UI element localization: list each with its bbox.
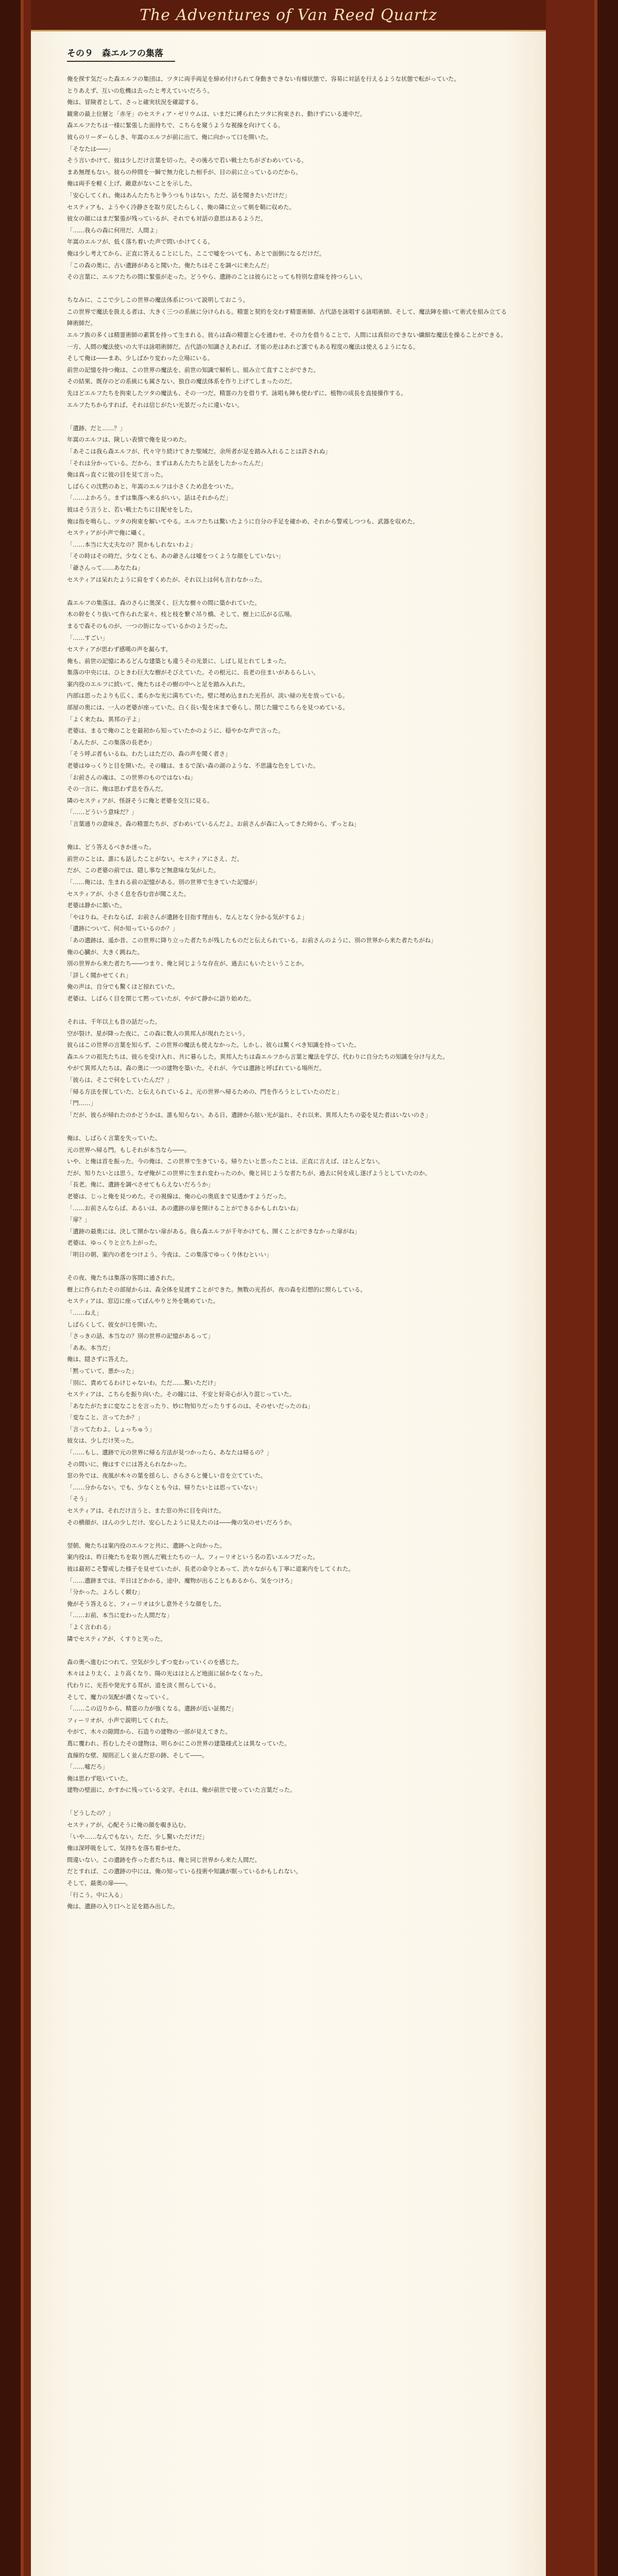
story-paragraph: 彼は最初こそ警戒した様子を見せていたが、長老の命令とあって、渋々ながらも丁寧に道案内をしてくれた。: [67, 1565, 354, 1572]
story-body: [67, 73, 510, 1912]
story-paragraph: 部屋の奥には、一人の老婆が座っていた。白く長い髪を床まで垂らし、閉じた瞳でこちらを見つめている。: [67, 704, 349, 711]
blank-line: [67, 411, 510, 422]
story-paragraph: その横顔が、ほんの少しだけ、安心したように見えたのは――俺の気のせいだろうか。: [67, 1518, 296, 1526]
story-paragraph: 「この森の奥に、古い遺跡があると聞いた。俺たちはそこを調べに来たんだ」: [67, 261, 272, 269]
story-paragraph: 「よく来たね、異邦の子よ」: [67, 715, 144, 723]
story-paragraph: 「あの遺跡は、遥か昔、この世界に降り立った者たちが残したものだと伝えられている。お前さんのように、別の世界から来た者たちがね」: [67, 936, 437, 944]
story-paragraph: 「だが、彼らが帰れたのかどうかは、誰も知らない。ある日、遺跡から眩い光が溢れ、それ以来、異邦人たちの姿を見た者はいないのさ」: [67, 1111, 431, 1118]
story-paragraph: セスティアは呆れたように肩をすくめたが、それ以上は何も言わなかった。: [67, 575, 266, 583]
story-paragraph: 「言ってたわよ。しょっちゅう」: [67, 1425, 155, 1433]
chapter-title: その９ 森エルフの集落: [67, 48, 163, 59]
story-paragraph: だが、この老婆の前では、隠し事など無意味な気がした。: [67, 867, 220, 874]
story-paragraph: 森エルフたちは一様に緊張した面持ちで、こちらを窺うような視線を向けてくる。: [67, 122, 284, 129]
story-title: The Adventures of Van Reed Quartz: [139, 6, 438, 24]
story-paragraph: 俺は、しばらく言葉を失っていた。: [67, 1134, 161, 1142]
story-paragraph: 「そう」: [67, 1495, 91, 1503]
story-paragraph: 「やはりね。それならば、お前さんが遺跡を目指す理由も、なんとなく分かる気がするよ」: [67, 913, 308, 921]
story-paragraph: エルフたちからすれば、それは信じがたい光景だったに違いない。: [67, 401, 243, 409]
story-paragraph: 直線的な壁、規則正しく並んだ窓の跡、そして――。: [67, 1751, 208, 1759]
story-paragraph: そして、魔力の気配が濃くなっていく。: [67, 1693, 173, 1701]
story-paragraph: 年嵩のエルフが、低く落ち着いた声で問いかけてくる。: [67, 238, 214, 246]
story-paragraph: 「どうしたの？」: [67, 1809, 114, 1817]
blank-line: [67, 1645, 510, 1656]
story-paragraph: 俺は指を鳴らし、ツタの拘束を解いてやる。エルフたちは驚いたように自分の手足を確かめ、それから警戒しつつも、武器を収めた。: [67, 517, 419, 525]
story-paragraph: 「……嘘だろ」: [67, 1763, 108, 1771]
story-paragraph: この世界で魔法を扱える者は、大きく三つの系統に分けられる。精霊と契約を交わす精霊術師、古代語を詠唱する詠唱術師、そして、魔法陣を描いて術式を組み立てる陣術師だ。: [67, 308, 507, 327]
story-paragraph: 「……俺には、生まれる前の記憶がある。別の世界で生きていた記憶が」: [67, 878, 261, 886]
story-paragraph: 彼女の顔にはまだ緊張が残っているが、それでも対話の意思はあるようだ。: [67, 215, 267, 223]
story-paragraph: 「あんたが、この集落の長老か」: [67, 738, 155, 746]
chapter-underline: [67, 61, 175, 62]
story-paragraph: 案内役のエルフに続いて、俺たちはその樹の中へと足を踏み入れた。: [67, 680, 249, 688]
story-paragraph: そして俺は――まあ、少しばかり変わった立場にいる。: [67, 354, 214, 362]
story-paragraph: 「……よかろう。まずは集落へ来るがいい。話はそれからだ」: [67, 494, 231, 502]
story-paragraph: 彼らのリーダーらしき、年嵩のエルフが前に出て、俺に向かって口を開いた。: [67, 133, 272, 141]
story-paragraph: 「あなたがたまに変なことを言ったり、妙に物知りだったりするのは、そのせいだったのね」: [67, 1402, 314, 1410]
story-paragraph: 老婆はゆっくりと目を開いた。その瞳は、まるで深い森の湖のような、不思議な色をしていた。: [67, 762, 319, 770]
story-paragraph: 前世のことは、誰にも話したことがない。セスティアにさえ、だ。: [67, 855, 243, 862]
story-paragraph: セスティアも、ようやく冷静さを取り戻したらしく、俺の隣に立って剣を鞘に収めた。: [67, 203, 295, 211]
story-paragraph: 内部は思ったよりも広く、柔らかな光に満ちていた。壁に埋め込まれた光苔が、淡い緑の光を放っている。: [67, 692, 349, 700]
story-paragraph: やがて異邦人たちは、森の奥に一つの建物を築いた。それが、今では遺跡と呼ばれている場所だ。: [67, 1064, 325, 1072]
story-paragraph: 俺は、冒険者として、さっと確実状況を確認する。: [67, 98, 202, 106]
story-paragraph: 「分かった。よろしく頼む」: [67, 1588, 144, 1596]
story-paragraph: その結果、既存のどの系統にも属さない、独自の魔法体系を作り上げてしまったのだ。: [67, 378, 296, 385]
story-paragraph: 「それは分かっている。だから、まずはあんたたちと話をしたかったんだ」: [67, 459, 267, 467]
story-paragraph: 「……どういう意味だ？」: [67, 808, 138, 816]
story-paragraph: 「言葉通りの意味さ。森の精霊たちが、ざわめいているんだよ。お前さんが森に入ってきた時から、ずっとね」: [67, 820, 360, 827]
story-paragraph: 「遺跡について、何か知っているのか？」: [67, 925, 178, 933]
story-paragraph: 「さっきの話、本当なの？別の世界の記憶があるって」: [67, 1332, 214, 1340]
story-paragraph: 「……もし、遺跡で元の世界に帰る方法が見つかったら、あなたは帰るの？」: [67, 1449, 272, 1456]
story-paragraph: そう言いかけて、彼は少しだけ言葉を切った。その後ろで若い戦士たちがざわめいている。: [67, 157, 307, 164]
story-paragraph: 蔦に覆われ、苔むしたその建物は、明らかにこの世界の建築様式とは異なっていた。: [67, 1739, 290, 1747]
story-paragraph: 「爺さんって……あなたね」: [67, 564, 144, 571]
story-paragraph: その一言に、俺は思わず息を呑んだ。: [67, 785, 167, 793]
story-paragraph: 俺は、遺跡の入り口へと足を踏み出した。: [67, 1903, 179, 1910]
story-paragraph: 「その時はその時だ。少なくとも、あの爺さんは嘘をつくような顔をしていない」: [67, 552, 284, 560]
blank-line: [67, 585, 510, 597]
blank-line: [67, 1005, 510, 1016]
story-paragraph: 「黙っていて、悪かった」: [67, 1367, 138, 1375]
story-paragraph: 「帰る方法を探していた、と伝えられているよ。元の世界へ帰るための、門を作ろうとしていたのだと」: [67, 1088, 342, 1095]
story-paragraph: 先ほどエルフたちを拘束したツタの魔法も、その一つだ。精霊の力を借りず、詠唱も陣も使わずに、植物の成長を直接操作する。: [67, 389, 407, 397]
story-paragraph: とりあえず、互いの危機は去ったと考えていいだろう。: [67, 87, 213, 94]
story-paragraph: 俺も、前世の記憶にあるどんな建築とも違うその光景に、しばし見とれてしまった。: [67, 657, 290, 665]
story-paragraph: 「ああ。本当だ」: [67, 1344, 114, 1351]
story-paragraph: 年嵩のエルフは、険しい表情で俺を見つめた。: [67, 436, 191, 444]
story-paragraph: 「……ねえ」: [67, 1309, 102, 1316]
story-paragraph: 「安心してくれ。俺はあんたたちと争うつもりはない。ただ、話を聞きたいだけだ」: [67, 191, 290, 199]
story-paragraph: その問いに、俺はすぐには答えられなかった。: [67, 1460, 191, 1468]
story-paragraph: 俺は、隠さずに答えた。: [67, 1355, 132, 1363]
story-paragraph: 「……お前、本当に変わった人間だな」: [67, 1612, 173, 1619]
book-page: [31, 0, 546, 2576]
story-paragraph: その言葉に、エルフたちの間に緊張が走った。どうやら、遺跡のことは彼らにとっても特別な意味を持つらしい。: [67, 273, 366, 281]
story-paragraph: 「そなたは――」: [67, 145, 114, 152]
blank-line: [67, 283, 510, 295]
story-paragraph: 俺は深呼吸をして、気持ちを落ち着かせた。: [67, 1844, 184, 1852]
story-paragraph: セスティアが、心配そうに俺の顔を覗き込む。: [67, 1821, 190, 1829]
story-paragraph: セスティアが、小さく息を呑む音が聞こえた。: [67, 890, 190, 897]
story-paragraph: 俺の心臓が、大きく跳ねた。: [67, 948, 144, 956]
story-paragraph: 老婆は、じっと俺を見つめた。その視線は、俺の心の奥底まで見透かすようだった。: [67, 1193, 290, 1200]
story-paragraph: 翌朝、俺たちは案内役のエルフと共に、遺跡へと向かった。: [67, 1541, 226, 1549]
story-paragraph: 窓の外では、夜風が木々の葉を揺らし、さらさらと優しい音を立てていた。: [67, 1472, 267, 1480]
story-paragraph: 「……本当に大丈夫なの？罠かもしれないわよ」: [67, 540, 196, 548]
story-paragraph: 森エルフの祖先たちは、彼らを受け入れ、共に暮らした。異邦人たちは森エルフから言葉と魔法を学び、代わりに自分たちの知識を分け与えた。: [67, 1053, 449, 1060]
story-paragraph: 代わりに、光苔や発光する茸が、道を淡く照らしている。: [67, 1681, 220, 1689]
story-paragraph: 俺は真っ直ぐに彼の目を見て言った。: [67, 471, 167, 479]
header-banner: [31, 0, 546, 31]
story-paragraph: 俺がそう答えると、フィーリオは少し意外そうな顔をした。: [67, 1600, 225, 1607]
story-paragraph: 別の世界から来た者たち――つまり、俺と同じような存在が、過去にもいたということか。: [67, 960, 308, 968]
story-paragraph: 「明日の朝、案内の者をつけよう。今夜は、この集落でゆっくり休むといい」: [67, 1250, 272, 1258]
story-paragraph: 彼女は、少しだけ笑った。: [67, 1437, 138, 1445]
story-paragraph: 「……すごい」: [67, 634, 108, 641]
story-paragraph: その夜、俺たちは集落の客間に通された。: [67, 1274, 179, 1282]
story-paragraph: 森エルフの集落は、森のさらに奥深く、巨大な樹々の間に築かれていた。: [67, 599, 261, 606]
story-paragraph: 俺を探す気だった森エルフの集団は、ツタに両手両足を締め付けられて身動きできない有様状態で、容易に対話を行えるような状態で転がっていた。: [67, 75, 460, 82]
story-paragraph: 俺は思わず呟いていた。: [67, 1774, 132, 1782]
story-paragraph: 「扉？」: [67, 1216, 91, 1224]
story-paragraph: 「……我らの森に何用だ、人間よ」: [67, 226, 161, 234]
story-paragraph: やがて、木々の隙間から、石造りの建物の一部が見えてきた。: [67, 1728, 231, 1736]
story-paragraph: 「長老。俺に、遺跡を調べさせてもらえないだろうか」: [67, 1181, 214, 1189]
story-paragraph: 樹上に作られたその部屋からは、森全体を見渡すことができた。無数の光苔が、夜の森を幻想的に照らしている。: [67, 1285, 366, 1293]
story-paragraph: まるで森そのものが、一つの街になっているかのようだった。: [67, 622, 231, 630]
story-paragraph: 建物の壁面に、かすかに残っている文字。それは、俺が前世で使っていた言葉だった。: [67, 1786, 296, 1794]
story-paragraph: 間違いない。この遺跡を作った者たちは、俺と同じ世界から来た人間だ。: [67, 1856, 261, 1863]
story-paragraph: 集落の中央には、ひときわ巨大な樹がそびえていた。その根元に、長老の住まいがあるらしい。: [67, 669, 319, 676]
story-paragraph: 「遺跡、だと……？」: [67, 424, 126, 432]
story-paragraph: 老婆は、まるで俺のことを最初から知っていたかのように、穏やかな声で言った。: [67, 727, 284, 735]
story-paragraph: 老婆は、しばらく目を閉じて黙っていたが、やがて静かに語り始めた。: [67, 994, 255, 1002]
story-paragraph: だとすれば、この遺跡の中には、俺の知っている技術や知識が眠っているかもしれない。: [67, 1868, 302, 1875]
blank-line: [67, 1121, 510, 1132]
story-paragraph: 俺は、どう答えるべきか迷った。: [67, 843, 155, 851]
blank-line: [67, 1528, 510, 1540]
story-paragraph: 「……お前さんならば、あるいは、あの遺跡の扉を開けることができるかもしれないね」: [67, 1204, 302, 1212]
story-paragraph: それは、千年以上も昔の話だった。: [67, 1018, 161, 1026]
story-paragraph: 「お前さんの魂は、この世界のものではないね」: [67, 773, 196, 781]
story-paragraph: セスティアが思わず感嘆の声を漏らす。: [67, 646, 171, 653]
story-paragraph: 観衆の最上位層と「赤牙」のセスティア・ゼリウムは、いまだに縛られたツタに拘束され、動けずにいる連中だ。: [67, 110, 366, 117]
story-paragraph: セスティアは、こちらを振り向いた。その瞳には、不安と好奇心が入り混じっていた。: [67, 1391, 296, 1398]
story-paragraph: セスティアが小声で俺に囁く。: [67, 529, 149, 537]
story-paragraph: 「別に、責めてるわけじゃないわ。ただ……驚いただけ」: [67, 1379, 219, 1386]
blank-line: [67, 1796, 510, 1808]
story-paragraph: 「彼らは、そこで何をしていたんだ？」: [67, 1076, 173, 1084]
story-paragraph: 「詳しく聞かせてくれ」: [67, 971, 132, 979]
story-paragraph: 「変なこと、言ってたか？」: [67, 1414, 144, 1421]
story-paragraph: 「門……」: [67, 1099, 96, 1107]
story-paragraph: 前世の記憶を持つ俺は、この世界の魔法を、前世の知識で解析し、組み立て直すことができた。: [67, 366, 319, 374]
blank-line: [67, 830, 510, 842]
story-paragraph: 「……この辺りから、精霊の力が強くなる。遺跡が近い証拠だ」: [67, 1705, 237, 1713]
story-paragraph: 俺は少し考えてから、正直に答えることにした。ここで嘘をついても、あとで面倒になるだけだ。: [67, 249, 325, 257]
blank-line: [67, 1261, 510, 1273]
story-paragraph: ちなみに、ここで少しこの世界の魔法体系について説明しておこう。: [67, 296, 249, 304]
story-paragraph: 一方、人間の魔法使いの大半は詠唱術師だ。古代語の知識さえあれば、才能の差はあれど誰でもある程度の魔法は使えるようになる。: [67, 343, 419, 350]
story-paragraph: エルフ族の多くは精霊術師の素質を持って生まれる。彼らは森の精霊と心を通わせ、その力を借りることで、人間には真似のできない繊細な魔法を操ることができる。: [67, 331, 507, 339]
story-paragraph: 森の奥へ進むにつれて、空気が少しずつ変わっていくのを感じた。: [67, 1658, 243, 1666]
story-paragraph: 老婆は静かに頷いた。: [67, 902, 126, 909]
story-paragraph: 隣でセスティアが、くすりと笑った。: [67, 1635, 166, 1642]
story-paragraph: しばらくの沈黙のあと、年嵩のエルフは小さくため息をついた。: [67, 482, 237, 490]
story-paragraph: 「……遺跡までは、半日ほどかかる。途中、魔物が出ることもあるから、気をつけろ」: [67, 1577, 296, 1584]
story-paragraph: 空が裂け、星が降った夜に、この森に数人の異邦人が現れたという。: [67, 1029, 249, 1037]
story-paragraph: 隣のセスティアが、怪訝そうに俺と老婆を交互に見る。: [67, 796, 213, 804]
story-paragraph: 「……分からない。でも、少なくとも今は、帰りたいとは思っていない」: [67, 1483, 261, 1491]
story-paragraph: 「遺跡の最奥には、決して開かない扉がある。我ら森エルフが千年かけても、開くことができなかった扉がね」: [67, 1227, 360, 1235]
story-paragraph: 彼らはこの世界の言葉を知らず、この世界の魔法も使えなかった。しかし、彼らは驚くべき知識を持っていた。: [67, 1041, 360, 1049]
story-paragraph: 「いや……なんでもない。ただ、少し驚いただけだ」: [67, 1833, 208, 1840]
story-paragraph: いや、と俺は首を振った。今の俺は、この世界で生きている。帰りたいと思ったことは、正直に言えば、ほとんどない。: [67, 1158, 384, 1165]
story-paragraph: 「よく言われる」: [67, 1623, 114, 1631]
story-paragraph: 彼はそう言うと、若い戦士たちに目配せをした。: [67, 505, 196, 513]
story-paragraph: 「そう呼ぶ者もいるね。わたしはただの、森の声を聞く者さ」: [67, 750, 231, 758]
story-paragraph: 俺は両手を軽く上げ、敵意がないことを示した。: [67, 180, 196, 188]
story-paragraph: 案内役は、昨日俺たちを取り囲んだ戦士たちの一人、フィーリオという名の若いエルフだった。: [67, 1553, 319, 1561]
story-paragraph: 「あそこは我ら森エルフが、代々守り続けてきた聖域だ。余所者が足を踏み入れることは許されぬ」: [67, 448, 331, 455]
story-paragraph: まあ無理もない。彼らの仲間を一瞬で無力化した相手が、目の前に立っているのだから。: [67, 168, 302, 176]
story-paragraph: 元の世界へ帰る門。もしそれが本当なら――。: [67, 1146, 191, 1154]
story-paragraph: 木の幹をくり抜いて作られた家々、枝と枝を繋ぐ吊り橋、そして、樹上に広がる広場。: [67, 611, 296, 618]
story-paragraph: そして、最奥の扉――。: [67, 1879, 132, 1887]
story-paragraph: だが、知りたいとは思う。なぜ俺がこの世界に生まれ変わったのか。俺と同じような者たちが、過去に何を成し遂げようとしていたのか。: [67, 1169, 431, 1177]
story-paragraph: 俺の声は、自分でも驚くほど掠れていた。: [67, 983, 179, 991]
story-paragraph: フィーリオが、小声で説明してくれた。: [67, 1716, 173, 1724]
story-paragraph: セスティアは、それだけ言うと、また窓の外に目を向けた。: [67, 1507, 225, 1515]
story-paragraph: しばらくして、彼女が口を開いた。: [67, 1320, 161, 1328]
story-paragraph: 木々はより太く、より高くなり、陽の光はほとんど地面に届かなくなった。: [67, 1670, 267, 1677]
story-paragraph: 老婆は、ゆっくりと立ち上がった。: [67, 1239, 161, 1247]
story-paragraph: セスティアは、窓辺に座ってぼんやりと外を眺めていた。: [67, 1297, 219, 1305]
story-paragraph: 「行こう。中に入る」: [67, 1891, 126, 1899]
